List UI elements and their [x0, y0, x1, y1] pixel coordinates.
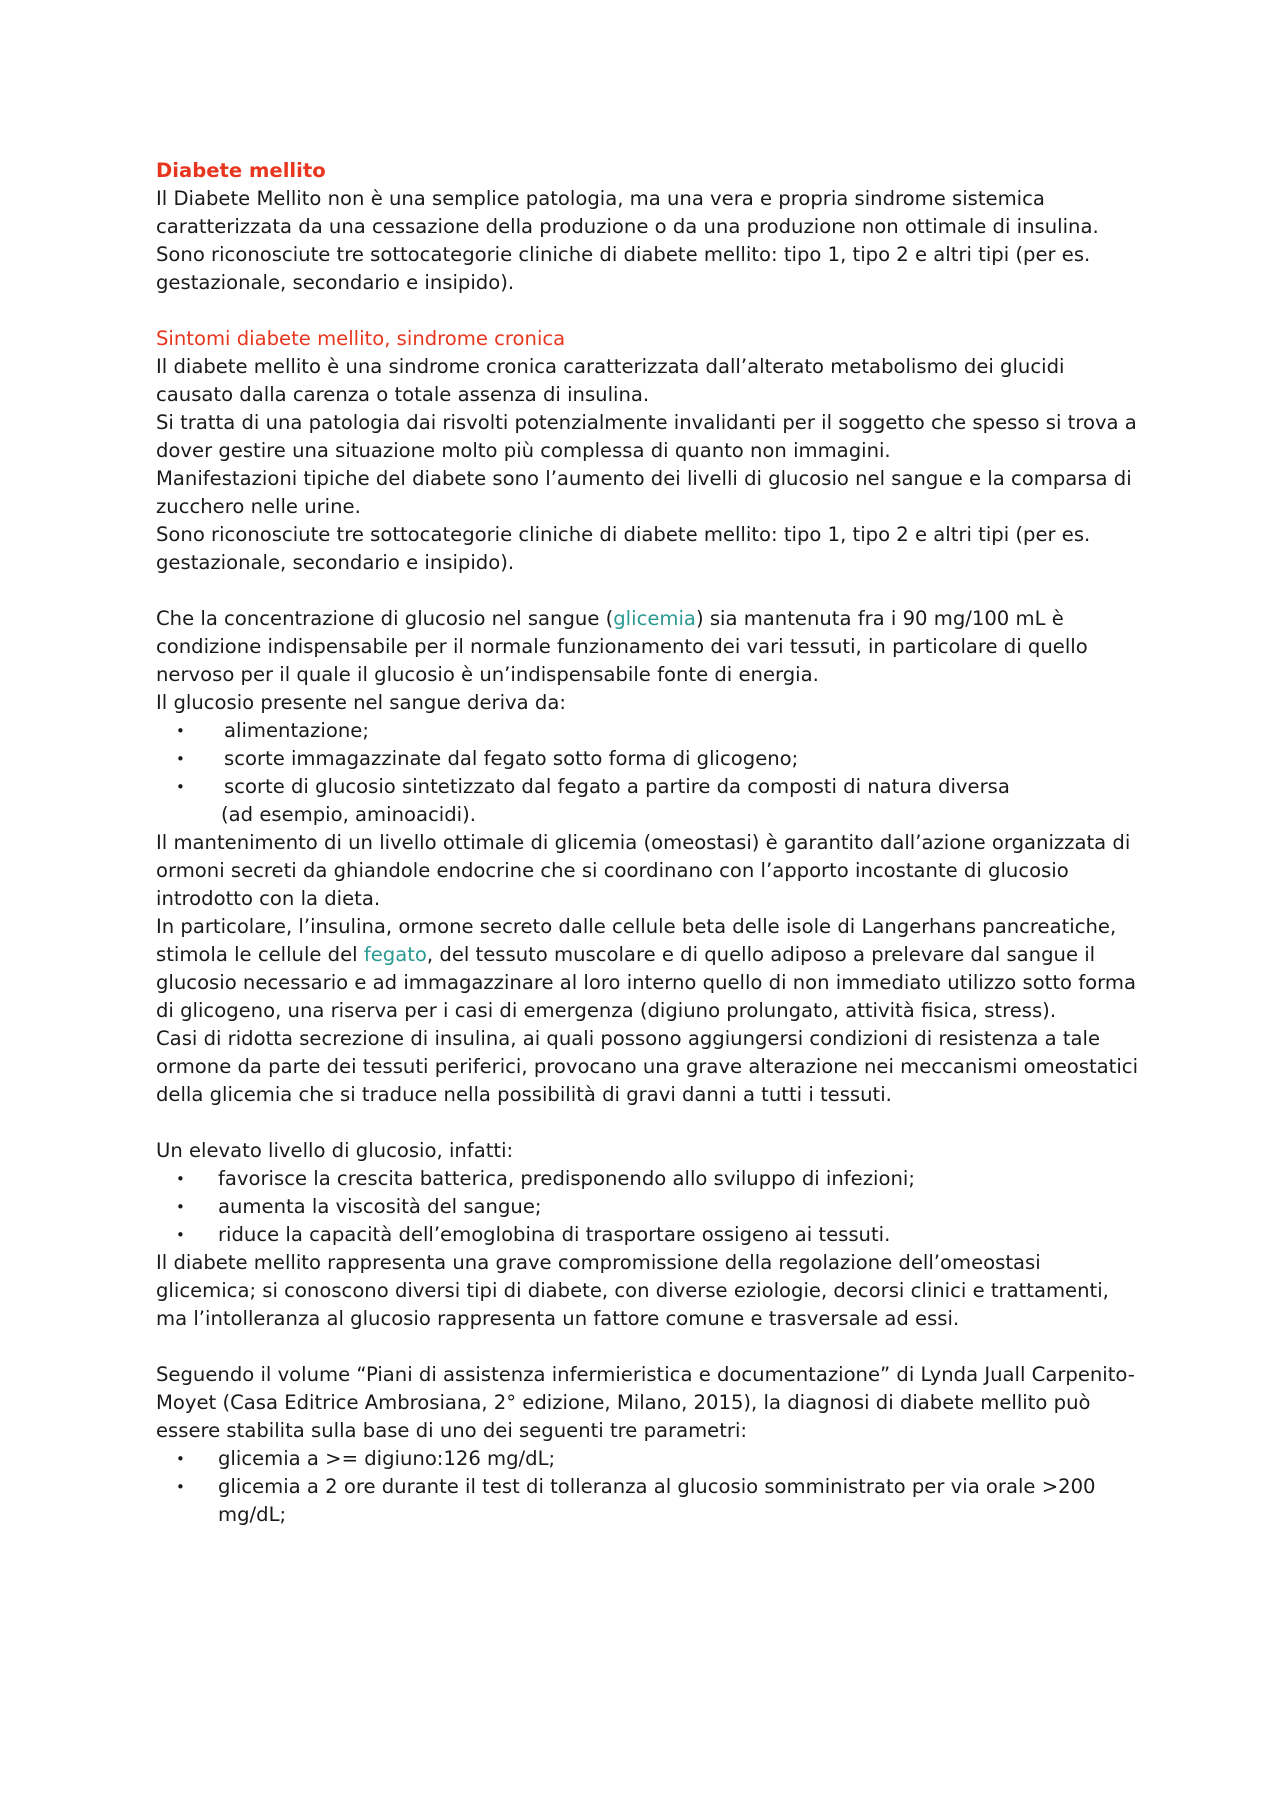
paragraph: Il glucosio presente nel sangue deriva da:: [156, 691, 566, 714]
list-item: • favorisce la crescita batterica, predisponendo allo sviluppo di infezioni;: [176, 1165, 1140, 1193]
paragraph: Seguendo il volume “Piani di assistenza infermieristica e documentazione” di Lynda Juall Carpenito-Moyet (Casa Editrice Ambrosiana, 2° edizione, Milano, 2015), la diagnosi di diabete mellito può essere stabilita sulla base di uno dei seguenti tre parametri:: [156, 1363, 1135, 1442]
bullet-icon: •: [176, 1226, 185, 1244]
paragraph: Si tratta di una patologia dai risvolti potenzialmente invalidanti per il soggetto che spesso si trova a dover gestire una situazione molto più complessa di quanto non immagini.: [156, 411, 1137, 462]
paragraph: Il mantenimento di un livello ottimale di glicemia (omeostasi) è garantito dall’azione organizzata di ormoni secreti da ghiandole endocrine che si coordinano con l’apporto incostante di glucosio introdotto con la dieta.: [156, 831, 1131, 910]
bullet-icon: •: [176, 1450, 185, 1468]
section-title-sintomi: Sintomi diabete mellito, sindrome cronica: [156, 327, 566, 350]
paragraph: Sono riconosciute tre sottocategorie cliniche di diabete mellito: tipo 1, tipo 2 e altri tipi (per es. gestazionale, secondario e insipido).: [156, 523, 1091, 574]
list-item: • glicemia a 2 ore durante il test di tolleranza al glucosio somministrato per via orale >200 mg/dL;: [176, 1475, 1096, 1526]
list-item: • riduce la capacità dell’emoglobina di trasportare ossigeno ai tessuti.: [176, 1221, 1140, 1249]
list-item: • aumenta la viscosità del sangue;: [176, 1193, 1140, 1221]
paragraph: Un elevato livello di glucosio, infatti:: [156, 1139, 514, 1162]
bullet-icon: •: [176, 722, 185, 740]
link-fegato[interactable]: fegato: [363, 943, 427, 966]
paragraph-glicemia: Che la concentrazione di glucosio nel sangue (glicemia) sia mantenuta fra i 90 mg/100 mL è condizione indispensabile per il normale funzionamento dei vari tessuti, in particolare di quello nervoso per il quale il glucosio è un’indispensabile fonte di energia.: [156, 607, 1088, 686]
section-title-diabete-mellito: Diabete mellito: [156, 159, 326, 182]
link-glicemia[interactable]: glicemia: [613, 607, 696, 630]
bullet-icon: •: [176, 750, 185, 768]
paragraph: Casi di ridotta secrezione di insulina, ai quali possono aggiungersi condizioni di resistenza a tale ormone da parte dei tessuti periferici, provocano una grave alterazione nei meccanismi omeostatici della glicemia che si traduce nella possibilità di gravi danni a tutti i tessuti.: [156, 1027, 1139, 1106]
list-item-continuation: (ad esempio, aminoacidi).: [221, 803, 476, 826]
list-item: • scorte immagazzinate dal fegato sotto forma di glicogeno;: [176, 745, 1140, 773]
bullet-list-glucose-sources: [156, 717, 1140, 801]
bullet-icon: •: [176, 778, 185, 796]
paragraph-insulina: In particolare, l’insulina, ormone secreto dalle cellule beta delle isole di Langerhans pancreatiche, stimola le cellule del fegato, del tessuto muscolare e di quello adiposo a prelevare dal sangue il glucosio necessario e ad immagazzinare al loro interno quello di non immediato utilizzo sotto forma di glicogeno, una riserva per i casi di emergenza (digiuno prolungato, attività fisica, stress).: [156, 915, 1136, 1022]
bullet-list-diagnosis: [156, 1445, 1140, 1529]
paragraph: Il diabete mellito è una sindrome cronica caratterizzata dall’alterato metabolismo dei glucidi causato dalla carenza o totale assenza di insulina.: [156, 355, 1065, 406]
list-item: • scorte di glucosio sintetizzato dal fegato a partire da composti di natura diversa: [176, 773, 1140, 801]
paragraph: Il Diabete Mellito non è una semplice patologia, ma una vera e propria sindrome sistemica caratterizzata da una cessazione della produzione o da una produzione non ottimale di insulina. Sono riconosciute tre sottocategorie cliniche di diabete mellito: tipo 1, tipo 2 e altri tipi (per es. gestazionale, secondario e insipido).: [156, 187, 1099, 294]
bullet-list-effects: [156, 1165, 1140, 1249]
bullet-icon: •: [176, 1198, 185, 1216]
bullet-icon: •: [176, 1170, 185, 1188]
list-item: • alimentazione;: [176, 717, 1140, 745]
paragraph: Il diabete mellito rappresenta una grave compromissione della regolazione dell’omeostasi glicemica; si conoscono diversi tipi di diabete, con diverse eziologie, decorsi clinici e trattamenti, ma l’intolleranza al glucosio rappresenta un fattore comune e trasversale ad essi.: [156, 1251, 1109, 1330]
list-item: • glicemia a >= digiuno:126 mg/dL;: [176, 1445, 1140, 1473]
bullet-icon: •: [176, 1478, 185, 1496]
paragraph: Manifestazioni tipiche del diabete sono l’aumento dei livelli di glucosio nel sangue e la comparsa di zucchero nelle urine.: [156, 467, 1132, 518]
